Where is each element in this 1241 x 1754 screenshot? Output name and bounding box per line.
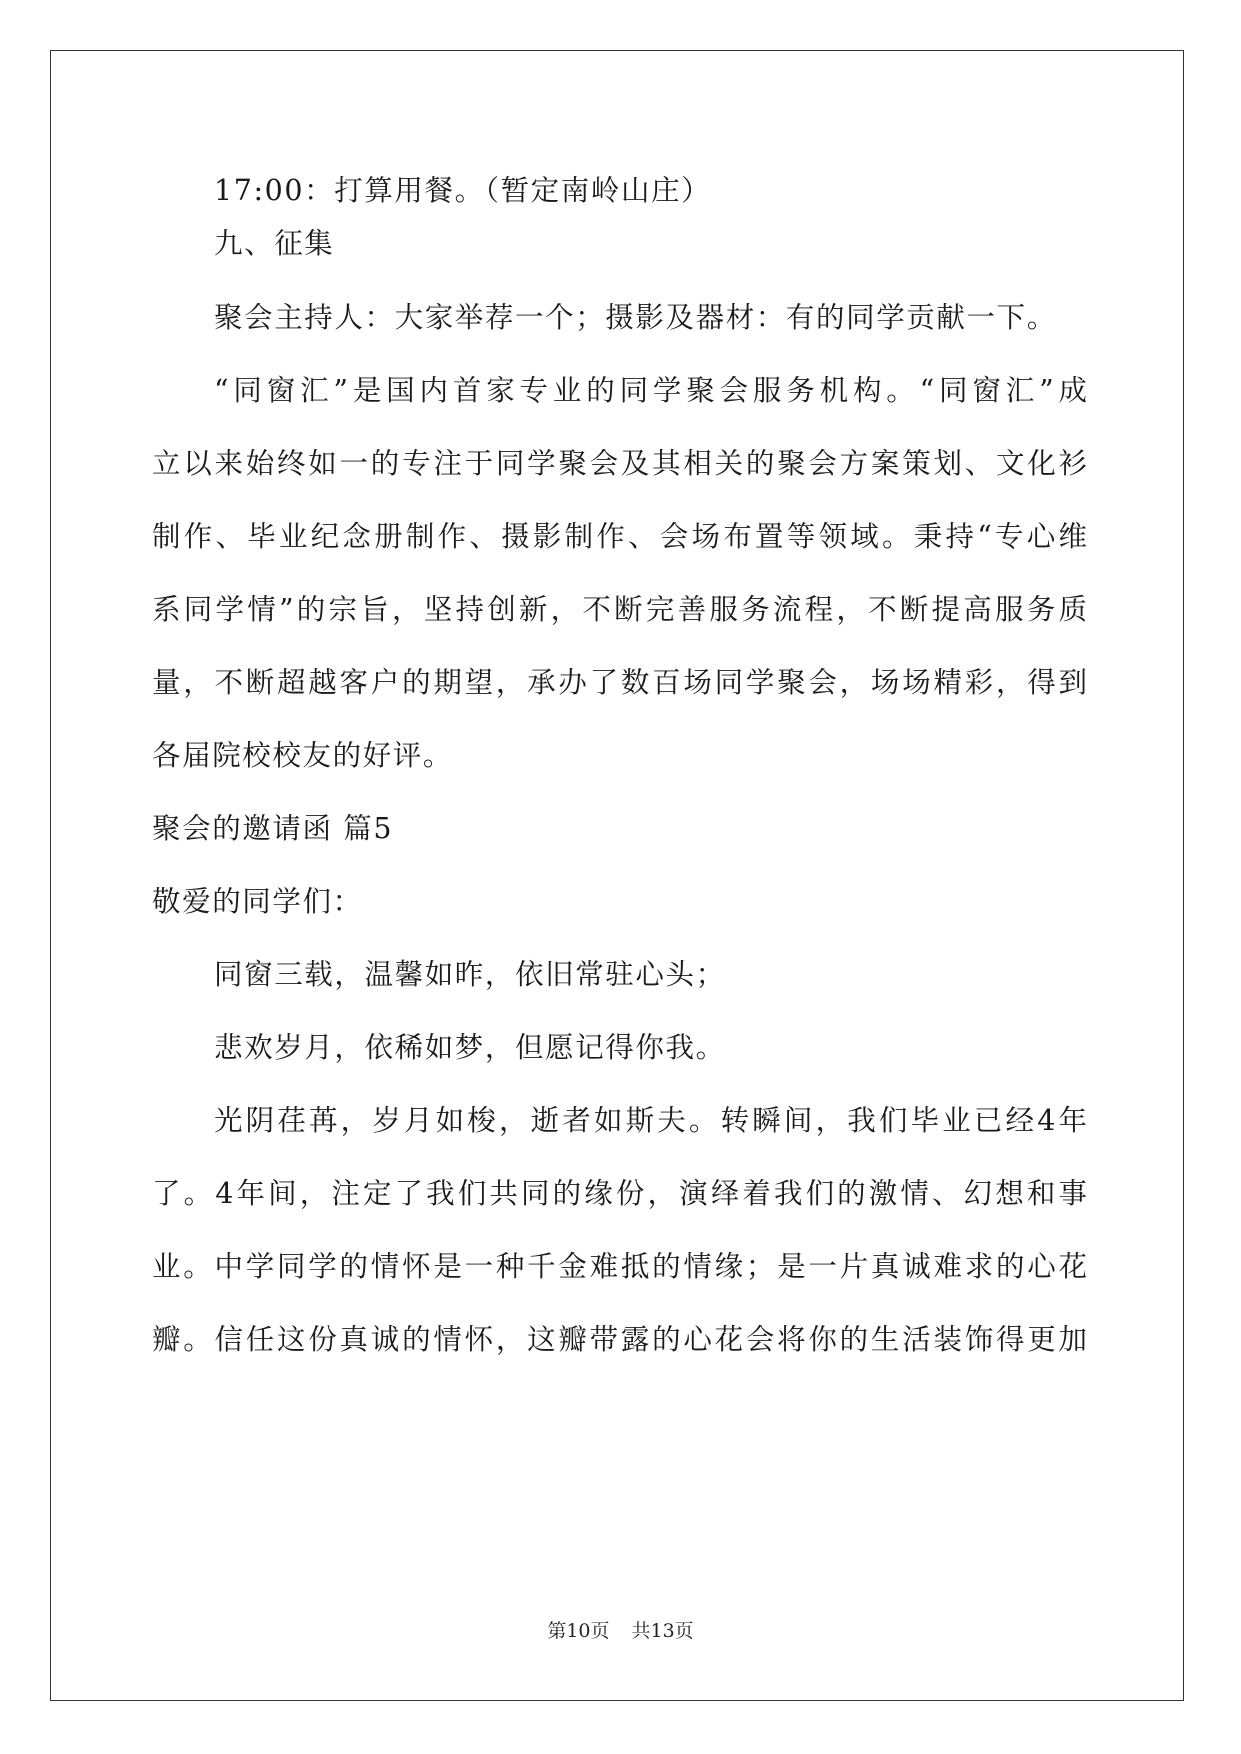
page-total: 共13页: [631, 1620, 694, 1642]
verse-line: 同窗三载，温馨如昨，依旧常驻心头；: [214, 958, 726, 991]
paragraph-line: 瓣。信任这份真诚的情怀，这瓣带露的心花会将你的生活装饰得更加: [152, 1323, 1087, 1356]
article-title: 聚会的邀请函 篇5: [152, 812, 394, 845]
page-number: 第10页: [547, 1620, 610, 1642]
paragraph-line: 光阴荏苒，岁月如梭，逝者如斯夫。转瞬间，我们毕业已经4年: [214, 1104, 1087, 1137]
section-heading-9: 九、征集: [214, 227, 335, 260]
paragraph-line: 系同学情”的宗旨，坚持创新，不断完善服务流程，不断提高服务质: [152, 593, 1087, 626]
paragraph-line: 业。中学同学的情怀是一种千金难抵的情缘；是一片真诚难求的心花: [152, 1250, 1087, 1283]
paragraph-line: 立以来始终如一的专注于同学聚会及其相关的聚会方案策划、文化衫: [152, 447, 1087, 480]
paragraph-line: “同窗汇”是国内首家专业的同学聚会服务机构。“同窗汇”成: [214, 374, 1087, 407]
schedule-line: 17:00：打算用餐。（暂定南岭山庄）: [214, 174, 712, 207]
paragraph-line: 了。4年间，注定了我们共同的缘份，演绎着我们的激情、幻想和事: [152, 1177, 1087, 1210]
paragraph-line: 各届院校校友的好评。: [152, 739, 454, 772]
salutation: 敬爱的同学们：: [152, 885, 363, 918]
paragraph-line: 量，不断超越客户的期望，承办了数百场同学聚会，场场精彩，得到: [152, 666, 1087, 699]
verse-line: 悲欢岁月，依稀如梦，但愿记得你我。: [214, 1031, 726, 1064]
paragraph-line: 制作、毕业纪念册制作、摄影制作、会场布置等领域。秉持“专心维: [152, 520, 1087, 553]
page-footer: [0, 1618, 1241, 1644]
host-line: 聚会主持人：大家举荐一个；摄影及器材：有的同学贡献一下。: [214, 301, 1057, 334]
